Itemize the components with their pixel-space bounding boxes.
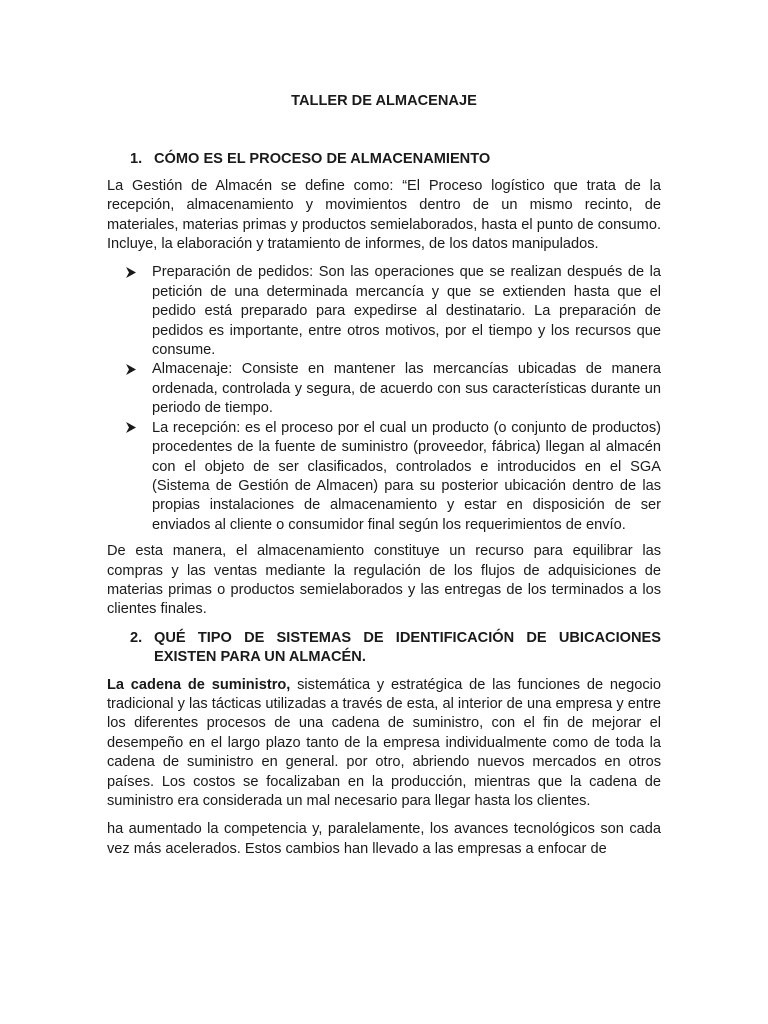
document-title: TALLER DE ALMACENAJE xyxy=(291,93,477,109)
arrow-bullet-icon xyxy=(107,360,152,418)
section-1-bullet-list xyxy=(107,263,661,535)
section-1-heading xyxy=(107,150,661,169)
bold-lead-text: La cadena de suministro, xyxy=(107,676,291,693)
document-page xyxy=(107,92,661,868)
paragraph-rest-text: sistemática y estratégica de las funciones de negocio tradicional y las tácticas utilizadas a través de esta, al interior de una empresa y entre los diferentes procesos de una cadena de suministro, con el fin de mejorar el desempeño en el largo plazo tanto de la empresa individualmente como de toda la cadena de suministro en general. por otro, abriendo nuevos mercados en otros países. Los costos se focalizaban en la producción, mientras que la cadena de suministro era considerada un mal necesario para llegar hasta los clientes. xyxy=(107,676,661,809)
section-1-number: 1. xyxy=(130,151,143,168)
bullet-text: Almacenaje: Consiste en mantener las mercancías ubicadas de manera ordenada, controlada y segura, de acuerdo con sus características durante un periodo de tiempo. xyxy=(152,361,661,417)
bullet-item-recepcion xyxy=(107,419,661,535)
bullet-item-almacenaje xyxy=(107,360,661,418)
section-2-number: 2. xyxy=(130,629,143,646)
section-1-heading-text: CÓMO ES EL PROCESO DE ALMACENAMIENTO xyxy=(154,151,491,168)
section-2-paragraph-1 xyxy=(107,676,661,812)
bullet-text: La recepción: es el proceso por el cual un producto (o conjunto de productos) procedentes de la fuente de suministro (proveedor, fábrica) llegan al almacén con el objeto de ser clasificados, controlados e introducidos en el SGA (Sistema de Gestión de Almacen) para su posterior ubicación dentro de las propias instalaciones de almacenamiento y estar en disposición de ser enviados al cliente o consumidor final según los requerimientos de envío. xyxy=(152,419,661,533)
arrow-bullet-icon xyxy=(107,419,152,535)
bullet-item-preparacion xyxy=(107,263,661,360)
section-1-closing-paragraph: De esta manera, el almacenamiento constituye un recurso para equilibrar las compras y las ventas mediante la regulación de los flujos de adquisiciones de materias primas o productos semielaborados y las entregas de los terminados a los clientes finales. xyxy=(107,543,661,618)
section-2-heading-text: QUÉ TIPO DE SISTEMAS DE IDENTIFICACIÓN DE UBICACIONES EXISTEN PARA UN ALMACÉN. xyxy=(154,629,661,666)
section-1-intro-paragraph: La Gestión de Almacén se define como: “El Proceso logístico que trata de la recepción, almacenamiento y movimientos dentro de un mismo recinto, de materiales, materias primas y productos semielaborados, hasta el punto de consumo. Incluye, la elaboración y tratamiento de informes, de los datos manipulados. xyxy=(107,177,661,253)
section-2-paragraph-2: ha aumentado la competencia y, paralelamente, los avances tecnológicos son cada vez más acelerados. Estos cambios han llevado a las empresas a enfocar de xyxy=(107,821,661,857)
bullet-text: Preparación de pedidos: Son las operaciones que se realizan después de la petición de una determinada mercancía y que se extienden hasta que el pedido está preparado para expedirse al destinatario. La preparación de pedidos es importante, entre otros motivos, por el tiempo y los recursos que consume. xyxy=(152,264,661,359)
section-2-heading xyxy=(107,629,661,668)
arrow-bullet-icon xyxy=(107,263,152,360)
